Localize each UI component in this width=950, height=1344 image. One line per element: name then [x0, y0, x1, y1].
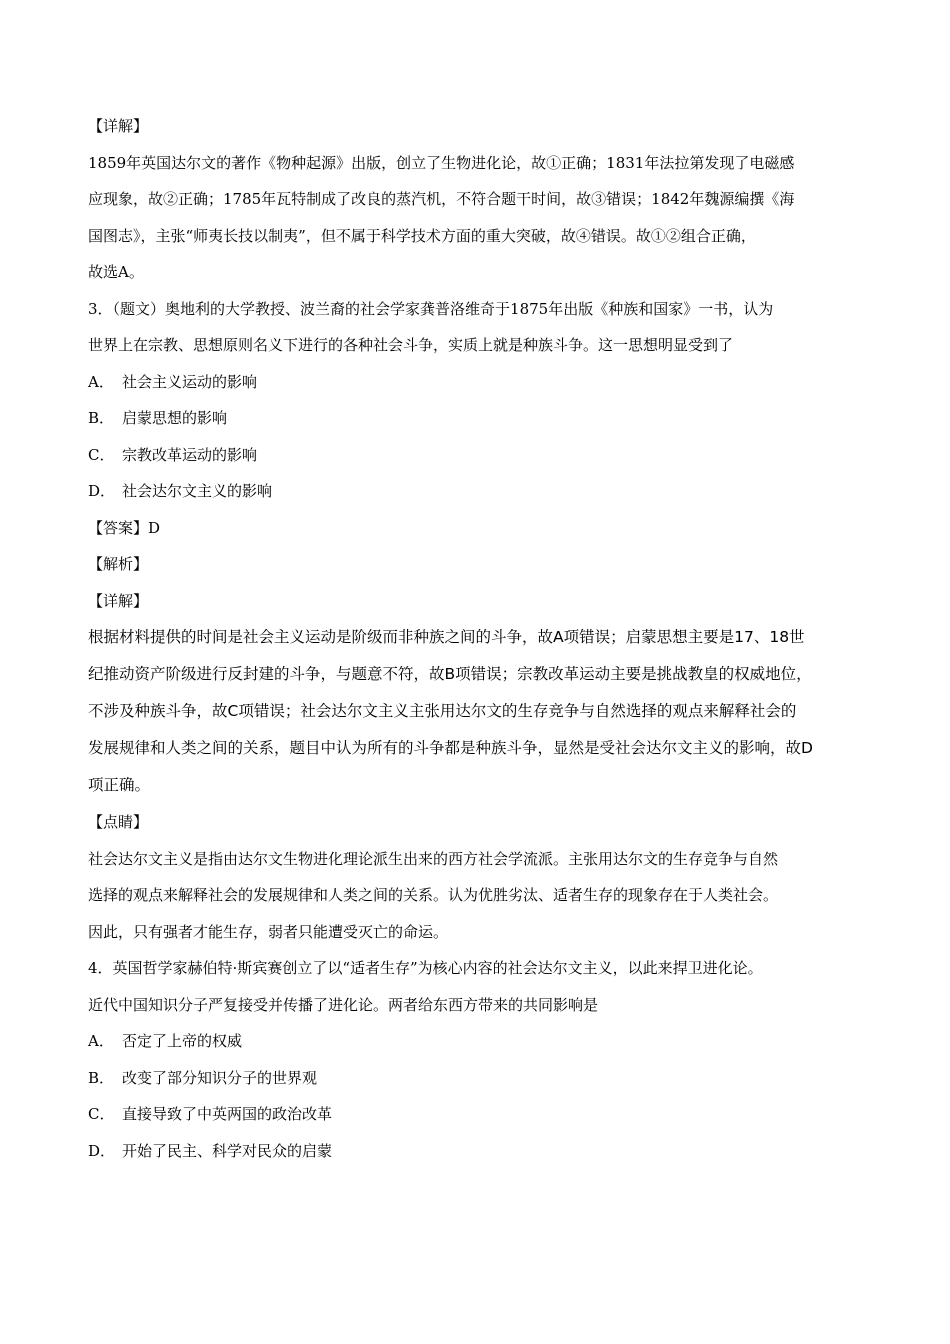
option-letter: A．: [88, 1032, 114, 1050]
option-text: 开始了民主、科学对民众的启蒙: [122, 1141, 333, 1160]
option-letter: A．: [88, 372, 114, 391]
question-3: [88, 291, 868, 620]
option-a: [88, 1023, 868, 1060]
question-stem: 4．英国哲学家赫伯特·斯宾赛创立了以“适者生存”为核心内容的社会达尔文主义，以此来捍卫进化论。: [88, 959, 763, 977]
point-heading: 【点睛】: [88, 813, 149, 831]
option-d: [88, 473, 868, 510]
option-a: [88, 364, 868, 401]
detail-heading: 【详解】: [88, 591, 149, 610]
detail-line: 1859年英国达尔文的著作《物种起源》出版，创立了生物进化论，故①正确；1831年法拉第发现了电磁感: [88, 153, 795, 172]
option-letter: D．: [88, 1141, 116, 1160]
option-letter: B．: [88, 409, 115, 427]
point-line: 选择的观点来解释社会的发展规律和人类之间的关系。认为优胜劣汰、适者生存的现象存在于人类社会。: [88, 886, 779, 904]
question-stem: 世界上在宗教、思想原则名义下进行的各种社会斗争，实质上就是种族斗争。这一思想明显受到了: [88, 336, 734, 354]
analysis-label: 【解析】: [88, 555, 149, 573]
question-4: [88, 950, 868, 1169]
option-d: [88, 1133, 868, 1170]
option-letter: C．: [88, 1105, 115, 1123]
option-b: [88, 1060, 868, 1097]
detail-line: 国图志》，主张“师夷长技以制夷”，但不属于科学技术方面的重大突破，故④错误。故①②组合正确，: [88, 226, 756, 245]
option-b: [88, 400, 868, 437]
question-stem: 3．（题文）奥地利的大学教授、波兰裔的社会学家龚普洛维奇于1875年出版《种族和国家》一书，认为: [88, 299, 774, 318]
option-text: 启蒙思想的影响: [122, 409, 228, 427]
detail-line: 故选A。: [88, 263, 144, 281]
question-stem: 近代中国知识分子严复接受并传播了进化论。两者给东西方带来的共同影响是: [88, 995, 599, 1014]
detail-line: 纪推动资产阶级进行反封建的斗争，与题意不符，故B项错误；宗教改革运动主要是挑战教皇的权威地位，: [88, 665, 812, 683]
option-c: [88, 1096, 868, 1133]
option-text: 宗教改革运动的影响: [122, 445, 258, 464]
option-text: 否定了上帝的权威: [122, 1032, 243, 1050]
option-text: 社会达尔文主义的影响: [122, 482, 273, 500]
detail-heading: 【详解】: [88, 117, 149, 135]
option-text: 社会主义运动的影响: [122, 372, 258, 391]
point-line: 因此，只有强者才能生存，弱者只能遭受灭亡的命运。: [88, 922, 449, 941]
detail-section-1: [88, 108, 868, 291]
detail-line: 应现象，故②正确；1785年瓦特制成了改良的蒸汽机，不符合题干时间，故③错误；1842年魏源编撰《海: [88, 190, 795, 208]
option-c: [88, 437, 868, 474]
option-text: 改变了部分知识分子的世界观: [122, 1068, 318, 1087]
detail-line: 项正确。: [88, 776, 151, 794]
point-section: [88, 804, 868, 950]
option-text: 直接导致了中英两国的政治改革: [122, 1105, 333, 1123]
point-line: 社会达尔文主义是指由达尔文生物进化理论派生出来的西方社会学流派。主张用达尔文的生存竞争与自然: [88, 849, 779, 868]
document-page: [88, 108, 868, 1169]
option-letter: C．: [88, 445, 115, 464]
option-letter: B．: [88, 1068, 115, 1087]
answer-label: 【答案】D: [88, 518, 161, 537]
option-letter: D．: [88, 482, 116, 500]
detail-line: 发展规律和人类之间的关系，题目中认为所有的斗争都是种族斗争，显然是受社会达尔文主义的影响，故D: [88, 739, 813, 757]
detail-section-2: [88, 619, 868, 804]
detail-line: 根据材料提供的时间是社会主义运动是阶级而非种族之间的斗争，故A项错误；启蒙思想主要是17、18世: [88, 628, 805, 646]
detail-line: 不涉及种族斗争，故C项错误；社会达尔文主义主张用达尔文的生存竞争与自然选择的观点来解释社会的: [88, 702, 797, 720]
